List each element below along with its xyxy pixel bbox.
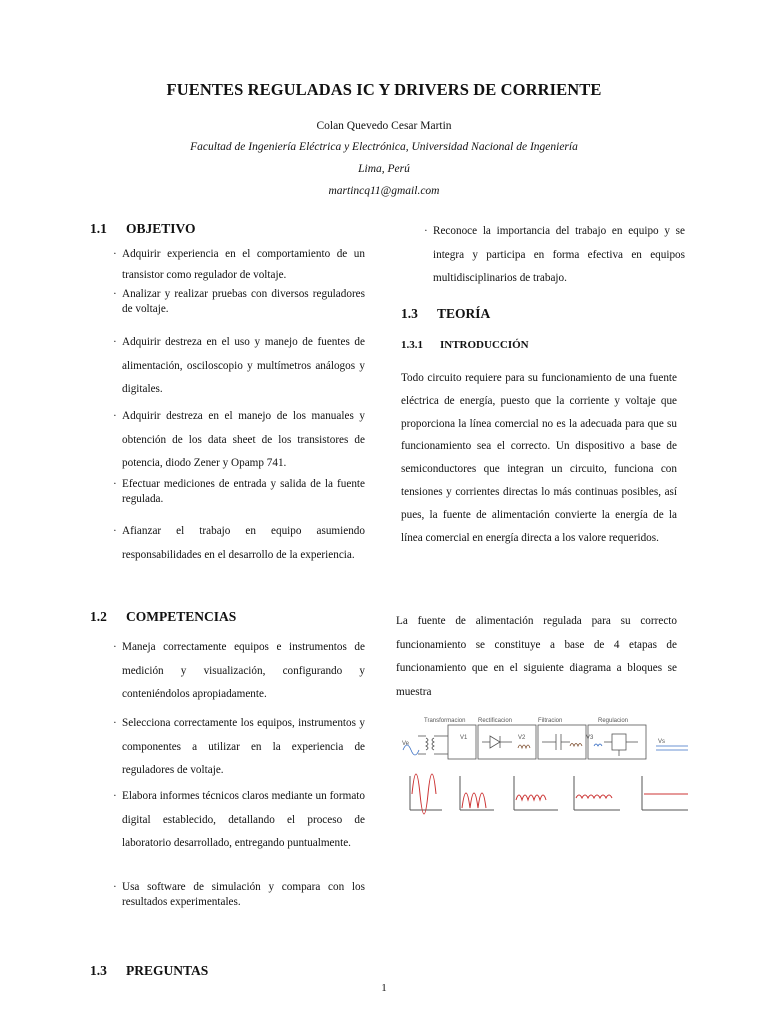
v2-label: V2	[518, 735, 526, 741]
list-item: · Afianzar el trabajo en equipo asumiendo responsabilidades en el desarrollo de la experiencia.	[113, 525, 365, 561]
list-item: · Adquirir destreza en el manejo de los manuales y obtención de los data sheet de los transistores de potencia, diodo Zener y Opamp 741.	[113, 410, 365, 469]
v1-label: V1	[460, 735, 468, 741]
section-heading-competencias: 1.2 COMPETENCIAS	[90, 609, 237, 624]
paper-title: FUENTES REGULADAS IC Y DRIVERS DE CORRIENTE	[166, 80, 602, 99]
affiliation: Facultad de Ingeniería Eléctrica y Electrónica, Universidad Nacional de Ingeniería	[190, 141, 578, 153]
section-heading-teoria: 1.3 TEORÍA	[401, 306, 491, 321]
list-item: · Reconoce la importancia del trabajo en equipo y se integra y participa en forma efectiva en equipos multidisciplinarios de trabajo.	[424, 225, 685, 284]
list-item: · Usa software de simulación y compara con los resultados experimentales.	[113, 881, 365, 908]
input-voltage-label: Ve	[402, 741, 410, 747]
section-heading-preguntas: 1.3 PREGUNTAS	[90, 963, 209, 978]
list-item: · Efectuar mediciones de entrada y salida de la fuente regulada.	[113, 478, 365, 505]
list-item: · Adquirir destreza en el uso y manejo de fuentes de alimentación, osciloscopio y multímetros análogos y digitales.	[113, 336, 365, 395]
list-item: · Analizar y realizar pruebas con diversos reguladores de voltaje.	[113, 288, 365, 315]
power-supply-block-diagram	[398, 712, 692, 822]
author-name: Colan Quevedo Cesar Martin	[316, 120, 452, 132]
stage-label: Filtracion	[538, 718, 563, 724]
list-item: · Maneja correctamente equipos e instrumentos de medición y visualización, configurando y conteniéndolos apropiadamente.	[113, 641, 365, 700]
v3-label: V3	[586, 735, 594, 741]
stage-label: Transformacion	[424, 718, 466, 724]
list-item: · Selecciona correctamente los equipos, instrumentos y componentes a utilizar en la experiencia de reguladores de voltaje.	[113, 717, 365, 776]
stages-paragraph: La fuente de alimentación regulada para su correcto funcionamiento se constituye a base de 4 etapas de funcionamiento que en el siguiente diagrama a bloques se muestra	[396, 615, 677, 698]
stage-label: Rectificacion	[478, 718, 513, 724]
subsection-heading-introduccion: 1.3.1 INTRODUCCIÓN	[401, 339, 529, 351]
stage-label: Regulacion	[598, 718, 629, 724]
transformer-block	[448, 725, 476, 759]
output-voltage-label: Vs	[658, 739, 666, 745]
list-item: · Elabora informes técnicos claros mediante un formato digital establecido, detallando el proceso de laboratorio desarrollado, entregando puntualmente.	[113, 790, 365, 849]
location: Lima, Perú	[358, 163, 410, 175]
list-item: · Adquirir experiencia en el comportamiento de un transistor como regulador de voltaje.	[113, 248, 365, 281]
author-email[interactable]: martincq11@gmail.com	[328, 185, 440, 197]
page-number: 1	[381, 982, 387, 994]
intro-paragraph: Todo circuito requiere para su funcionamiento de una fuente eléctrica de energía, puesto que la corriente y voltaje que proporciona la línea comercial no es la adecuada para que su funcionamiento sea el correcto. Un dispositivo a base de semiconductores que integran un circuito, funciona con tensiones y corrientes directas lo más continuas posibles, así pues, la fuente de alimentación convierte la energía de la línea comercial en energía directa a los valore requeridos.	[401, 372, 677, 544]
section-heading-objetivo: 1.1 OBJETIVO	[90, 221, 196, 236]
